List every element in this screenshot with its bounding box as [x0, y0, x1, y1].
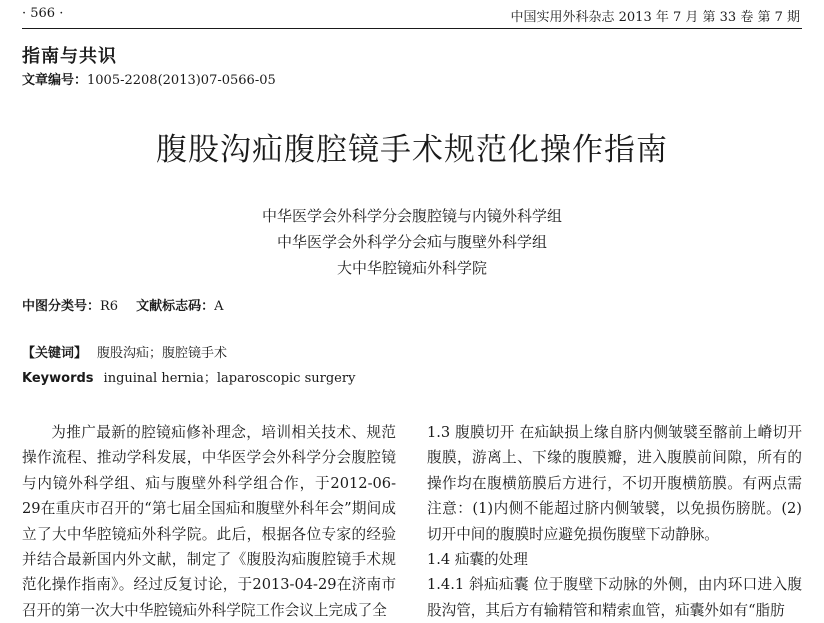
body-column-left [22, 420, 396, 623]
article-id-value: 1005-2208(2013)07-0566-05 [87, 73, 276, 88]
doc-code-value: A [214, 299, 224, 314]
keywords-en [22, 367, 355, 386]
author-group: 中华医学会外科学分会腹腔镜与内镜外科学组 [261, 207, 562, 225]
article-id [22, 69, 276, 88]
section-1-4-1-paragraph: 1.4.1 斜疝疝囊 位于腹壁下动脉的外侧，由内环口进入腹股沟管，其后方有输精管和精索血管，疝囊外如有“脂肪 [427, 576, 802, 619]
keywords-cn-value: 腹股沟疝；腹腔镜手术 [97, 346, 228, 361]
author-group: 大中华腔镜疝外科学院 [336, 259, 487, 277]
journal-info: 中国实用外科杂志 2013 年 7 月 第 33 卷 第 7 期 [510, 10, 800, 25]
section-1-3-paragraph: 1.3 腹膜切开 在疝缺损上缘自脐内侧皱襞至髂前上嵴切开腹膜，游离上、下缘的腹膜瓣，进入腹膜前间隙，所有的操作均在腹横筋膜后方进行，不切开腹横筋膜。有两点需注意：(1)内侧不能超过脐内侧皱襞，以免损伤膀胱。(2)切开中间的腹膜时应避免损伤腹壁下动静脉。 [427, 424, 802, 543]
keywords-cn-label: 【关键词】 [22, 346, 88, 361]
body-column-right [427, 420, 802, 623]
clc-label: 中图分类号： [22, 299, 101, 314]
article-title: 腹股沟疝腹腔镜手术规范化操作指南 [156, 132, 668, 168]
intro-paragraph: 为推广最新的腔镜疝修补理念，培训相关技术、规范操作流程、推动学科发展，中华医学会外科学分会腹腔镜与内镜外科学组、疝与腹壁外科学组合作，于2012-06-29在重庆市召开的“第七届全国疝和腹壁外科年会”期间成立了大中华腔镜疝外科学院。此后，根据各位专家的经验并结合最新国内外文献，制定了《腹股沟疝腹腔镜手术规范化操作指南》。经过反复讨论，于2013-04-29在济南市召开的第一次大中华腔镜疝外科学院工作会议上完成了全 [22, 424, 396, 619]
section-1-4-heading: 1.4 疝囊的处理 [427, 551, 528, 569]
page-number: · 566 · [22, 6, 64, 21]
author-list [0, 203, 824, 281]
doc-code-label: 文献标志码： [136, 299, 215, 314]
clc-value: R6 [100, 299, 119, 314]
keywords-en-label: Keywords [22, 371, 94, 386]
keywords-en-value: inguinal hernia；laparoscopic surgery [103, 371, 356, 386]
author-group: 中华医学会外科学分会疝与腹壁外科学组 [276, 233, 547, 251]
classification-line [22, 295, 223, 314]
header-rule [22, 28, 802, 29]
keywords-cn [22, 342, 227, 361]
section-label: 指南与共识 [22, 46, 117, 67]
article-id-label: 文章编号： [22, 73, 88, 88]
